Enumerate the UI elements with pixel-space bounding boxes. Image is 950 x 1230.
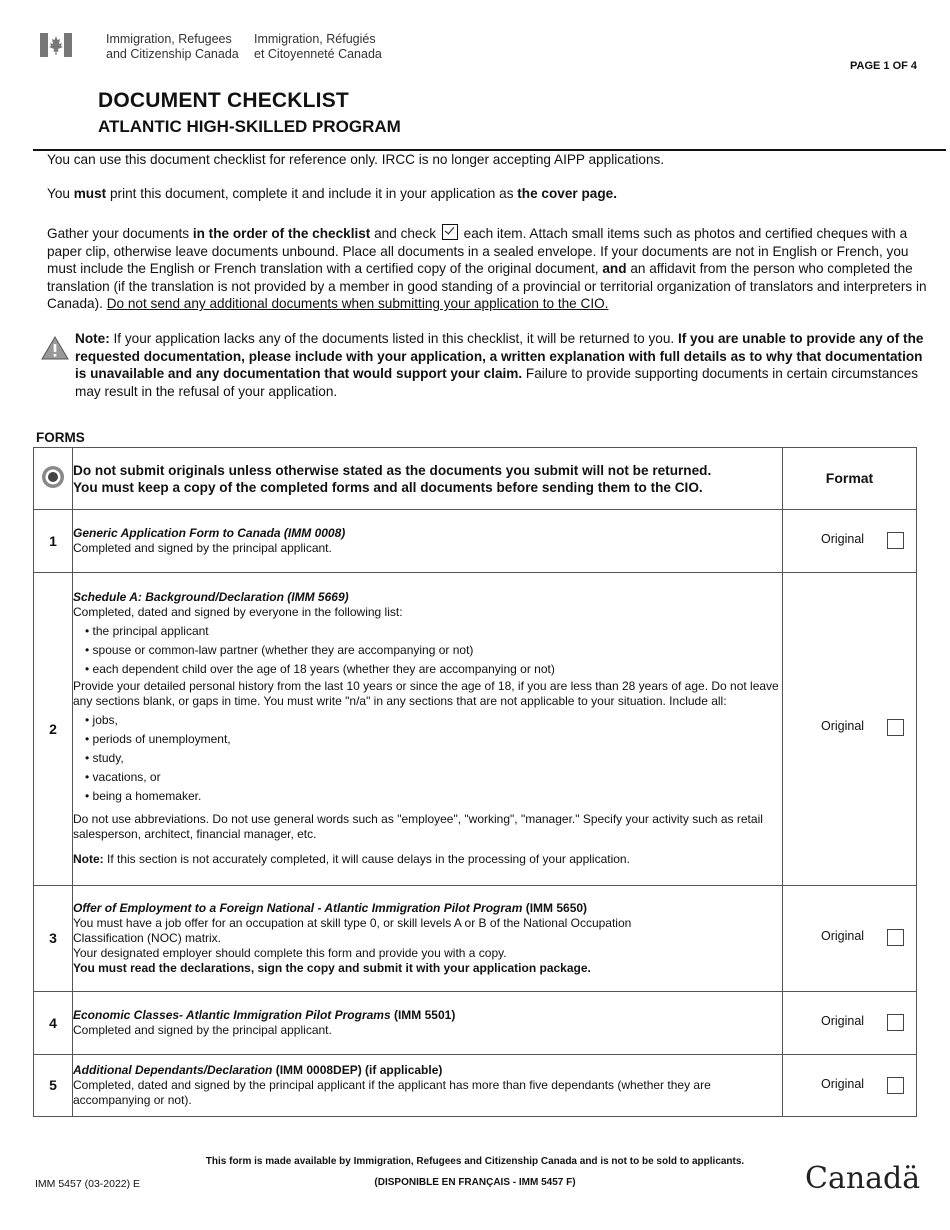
bullet-text: the principal applicant: [92, 623, 209, 638]
item-title-line: [73, 1008, 782, 1023]
item-format-cell: [783, 510, 917, 573]
item-description: [73, 573, 783, 886]
footer-french-availability: (DISPONIBLE EN FRANÇAIS - IMM 5457 F): [374, 1177, 576, 1188]
item-note-text: If this section is not accurately completed, it will cause delays in the processing of your application.: [103, 851, 630, 866]
bullet-text: periods of unemployment,: [92, 731, 231, 746]
item-line: Completed and signed by the principal applicant.: [73, 541, 332, 555]
dept-en-line-1: Immigration, Refugees: [106, 32, 232, 46]
form-number: IMM 5457 (03-2022) E: [35, 1178, 141, 1190]
dept-fr-line-2: et Citoyenneté Canada: [254, 47, 382, 61]
item-number: 1: [34, 510, 73, 573]
note-d: Failure to provide supporting documents in certain circumstances may result in the refusal of your application.: [75, 366, 919, 399]
format-label: Original: [821, 1077, 865, 1091]
item-line: You must have a job offer for an occupation at skill type 0, or skill levels A or B of the National Occupation Classification (NOC) matrix.: [73, 916, 632, 945]
item-format-cell: [783, 573, 917, 886]
note-c: If you are unable to provide any of the requested documentation, please include with your application, a written explanation with full details as to why that documentation is unavailable and any documentation that would support your claim.: [75, 331, 924, 381]
page-title: DOCUMENT CHECKLIST: [98, 89, 349, 112]
warning-icon: [41, 336, 69, 360]
dept-fr-line-1: Immigration, Réfugiés: [254, 32, 376, 46]
item-line: Completed and signed by the principal applicant.: [73, 1023, 332, 1037]
format-column-header: Format: [783, 448, 917, 510]
item-number: 2: [34, 573, 73, 886]
must-print-b: must: [73, 186, 107, 201]
list-item: • being a homemaker.: [85, 788, 202, 803]
history-text: Provide your detailed personal history from the last 10 years or since the age of 18, if you are less than 28 years of age. Do not leave any sections blank, or gaps in time. You must write "n/a" in any sections that are not applicable to your situation. Include all:: [73, 678, 779, 708]
page-subtitle: ATLANTIC HIGH-SKILLED PROGRAM: [98, 117, 401, 136]
department-name-fr: [254, 32, 382, 62]
item-description: [73, 992, 783, 1055]
item-description: [73, 1055, 783, 1117]
item-checkbox[interactable]: [887, 532, 904, 549]
bullet-text: vacations, or: [92, 769, 161, 784]
note-a: Note:: [75, 331, 110, 346]
bullet-text: being a homemaker.: [92, 788, 202, 803]
must-print-c: print this document, complete it and include it in your application as: [106, 186, 518, 201]
note-text: [75, 330, 937, 400]
item-note: [73, 852, 782, 867]
gather-g: Do not send any additional documents when submitting your application to the CIO.: [106, 296, 609, 311]
item-description: [73, 886, 783, 992]
forms-section-label: FORMS: [36, 430, 85, 445]
item-checkbox[interactable]: [887, 929, 904, 946]
header-instructions-cell: [73, 448, 783, 510]
gather-documents-text: [47, 224, 937, 313]
item-title: Generic Application Form to Canada (IMM 0008): [73, 526, 346, 540]
dept-en-line-2: and Citizenship Canada: [106, 47, 239, 61]
bullet-text: study,: [92, 750, 124, 765]
item-code: (IMM 5650): [522, 901, 588, 915]
item-title: Economic Classes- Atlantic Immigration Pilot Programs: [73, 1008, 391, 1022]
format-label: Original: [821, 1014, 865, 1028]
item-format-cell: [783, 1055, 917, 1117]
item-title: Schedule A: Background/Declaration (IMM 5669): [73, 589, 349, 604]
department-name-en: [106, 32, 239, 62]
header-icon-cell: [34, 448, 73, 510]
list-item: • jobs,: [85, 712, 118, 727]
list-item: • each dependent child over the age of 18 years (whether they are accompanying or not): [85, 661, 555, 676]
format-label: Original: [821, 719, 865, 733]
reference-only-text: You can use this document checklist for reference only. IRCC is no longer accepting AIPP applications.: [47, 152, 665, 167]
item-title-line: [73, 1063, 782, 1078]
list-item: • the principal applicant: [85, 623, 209, 638]
table-row: [34, 1055, 917, 1117]
item-line: Your designated employer should complete this form and provide you with a copy.: [73, 946, 507, 960]
gather-e: and: [602, 261, 627, 276]
item-checkbox[interactable]: [887, 719, 904, 736]
footer-availability: This form is made available by Immigration, Refugees and Citizenship Canada and is not to be sold to applicants.: [205, 1156, 745, 1167]
item-line: Completed, dated and signed by everyone in the following list:: [73, 604, 403, 619]
gather-d: each item. Attach small items such as photos and certified cheques with a paper clip, otherwise leave documents unbound. Place all documents in a sealed envelope. If your documents are not in English or French, you must include the English or French translation with a certified copy of the original document,: [47, 226, 909, 276]
gather-f: an affidavit from the person who completed the translation (if the translation is not provided by a member in good standing of a provincial or territorial organization of translators and interpreters in Canada).: [47, 261, 927, 311]
page-number: PAGE 1 OF 4: [850, 60, 918, 72]
caution-seal-icon: [41, 465, 65, 489]
item-format-cell: [783, 992, 917, 1055]
list-item: • vacations, or: [85, 769, 161, 784]
header-instruction-2: You must keep a copy of the completed forms and all documents before sending them to the CIO.: [73, 479, 703, 495]
gather-c: and check: [370, 226, 440, 241]
list-item: • periods of unemployment,: [85, 731, 231, 746]
item-title: Offer of Employment to a Foreign National - Atlantic Immigration Pilot Program: [73, 901, 523, 915]
must-print-d: the cover page.: [517, 186, 617, 201]
item-note-label: Note:: [73, 851, 104, 866]
item-checkbox[interactable]: [887, 1077, 904, 1094]
abbreviation-text: Do not use abbreviations. Do not use general words such as "employee", "working", "manager." Specify your activity such as retail salesperson, architect, financial manager, etc.: [73, 811, 763, 841]
item-code: (IMM 5501): [390, 1008, 456, 1022]
item-description: [73, 510, 783, 573]
item-line: Completed, dated and signed by the principal applicant if the applicant has more than five dependants (whether they are accompanying or not).: [73, 1078, 711, 1107]
table-row: [34, 573, 917, 886]
item-number: 5: [34, 1055, 73, 1117]
item-title-line: [73, 901, 782, 916]
item-number: 4: [34, 992, 73, 1055]
header-instruction-1: Do not submit originals unless otherwise stated as the documents you submit will not be returned.: [73, 462, 712, 478]
must-print-text: [47, 185, 937, 203]
must-print-a: You: [47, 186, 74, 201]
table-row: [34, 886, 917, 992]
item-title: Additional Dependants/Declaration: [73, 1063, 273, 1077]
canada-wordmark: Canadä: [805, 1161, 921, 1196]
item-line: You must read the declarations, sign the copy and submit it with your application package.: [73, 961, 591, 975]
list-item: • study,: [85, 750, 124, 765]
canada-flag-icon: [40, 33, 72, 57]
item-checkbox[interactable]: [887, 1014, 904, 1031]
table-row: [34, 510, 917, 573]
list-item: • spouse or common-law partner (whether they are accompanying or not): [85, 642, 474, 657]
table-row: [34, 992, 917, 1055]
note-b: If your application lacks any of the documents listed in this checklist, it will be returned to you.: [109, 331, 678, 346]
gather-a: Gather your documents: [47, 226, 193, 241]
table-header-row: [34, 448, 917, 510]
format-label: Original: [821, 532, 865, 546]
item-code: (IMM 0008DEP) (if applicable): [272, 1063, 443, 1077]
format-label: Original: [821, 929, 865, 943]
item-number: 3: [34, 886, 73, 992]
gather-b: in the order of the checklist: [192, 226, 371, 241]
item-format-cell: [783, 886, 917, 992]
forms-checklist-table: [33, 447, 917, 1117]
bullet-text: jobs,: [92, 712, 118, 727]
bullet-text: spouse or common-law partner (whether they are accompanying or not): [92, 642, 474, 657]
checkmark-icon: [442, 224, 458, 240]
bullet-text: each dependent child over the age of 18 years (whether they are accompanying or not): [92, 661, 555, 676]
